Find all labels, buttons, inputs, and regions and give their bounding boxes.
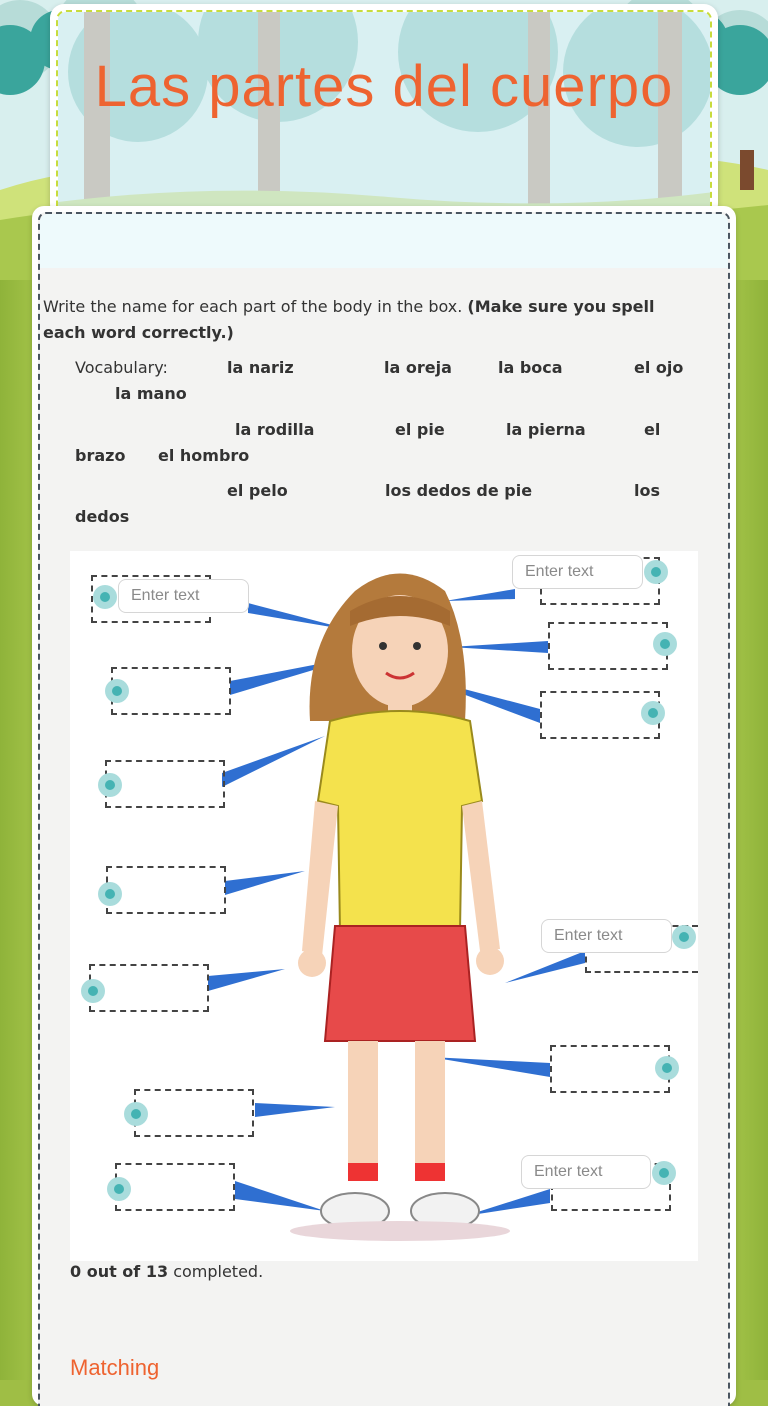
connector-dot[interactable] — [105, 679, 129, 703]
vocab-word: los — [634, 481, 660, 500]
completion-status — [70, 1262, 263, 1281]
title-frame — [56, 10, 712, 218]
vocab-word: el — [644, 420, 661, 439]
connector-dot[interactable] — [672, 925, 696, 949]
answer-box-5 — [89, 964, 209, 1012]
answer-box-12 — [550, 1045, 670, 1093]
answer-input-13[interactable] — [521, 1155, 651, 1189]
connector-dot[interactable] — [98, 882, 122, 906]
answer-box-9 — [548, 622, 668, 670]
worksheet-header-band — [40, 214, 728, 268]
vocab-word: los dedos de pie — [385, 481, 533, 500]
answer-input-8[interactable] — [512, 555, 643, 589]
vocabulary-row-2 — [75, 417, 705, 469]
connector-dot[interactable] — [93, 585, 117, 609]
vocab-word: el pie — [395, 420, 445, 439]
answer-box-7 — [115, 1163, 235, 1211]
completion-count: 0 out of 13 — [70, 1262, 169, 1281]
vocab-word: dedos — [75, 507, 130, 526]
instructions-text: Write the name for each part of the body in the box. — [43, 297, 463, 316]
vocabulary-label: Vocabulary: — [75, 358, 168, 377]
connector-dot[interactable] — [641, 701, 665, 725]
vocab-word: brazo — [75, 446, 126, 465]
vocab-word: el pelo — [227, 481, 288, 500]
vocab-word: el ojo — [634, 358, 684, 377]
connector-dot[interactable] — [653, 632, 677, 656]
answer-input-1[interactable] — [118, 579, 249, 613]
completion-suffix: completed. — [173, 1262, 264, 1281]
title-card — [50, 4, 718, 218]
vocabulary-row-1 — [75, 355, 705, 407]
vocab-word: la oreja — [384, 358, 452, 377]
connector-dot[interactable] — [124, 1102, 148, 1126]
answer-box-4 — [106, 866, 226, 914]
answer-box-2 — [111, 667, 231, 715]
answer-input-11[interactable] — [541, 919, 672, 953]
connector-dot[interactable] — [98, 773, 122, 797]
vocab-word: el hombro — [158, 446, 250, 465]
connector-dot[interactable] — [81, 979, 105, 1003]
instructions-bold: (Make sure you spell each word correctly.) — [43, 297, 655, 342]
connector-dot[interactable] — [107, 1177, 131, 1201]
next-section-title: Matching — [70, 1355, 160, 1380]
vocab-word: la mano — [115, 384, 187, 403]
vocabulary-row-3 — [75, 478, 705, 530]
connector-dot[interactable] — [652, 1161, 676, 1185]
vocab-word: la nariz — [227, 358, 294, 377]
body-diagram — [70, 551, 698, 1261]
vocab-word: la rodilla — [235, 420, 315, 439]
vocab-word: la boca — [498, 358, 563, 377]
vocab-word: la pierna — [506, 420, 586, 439]
connector-dot[interactable] — [655, 1056, 679, 1080]
page-title: Las partes del cuerpo — [94, 54, 674, 119]
instructions — [43, 294, 673, 346]
answer-box-3 — [105, 760, 225, 808]
connector-dot[interactable] — [644, 560, 668, 584]
answer-box-6 — [134, 1089, 254, 1137]
